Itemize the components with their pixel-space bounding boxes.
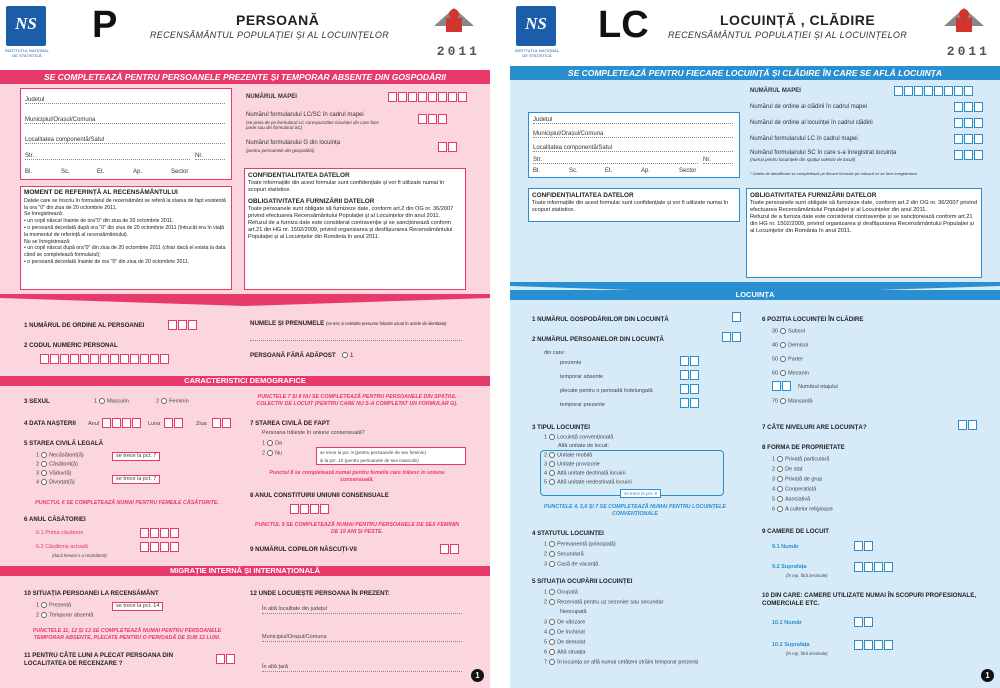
obligation-text: Toate persoanele sunt obligate să furnizeze date, conform art.2 din OG nr. 36/2007 privind efectuarea Recensământului Populației și al Locuințelor din anul 2011.	[248, 206, 454, 219]
penalty-text: Refuzul de a furniza date este considerat contravenție și se sancționează conform art.21 din HG nr. 1502/2009, privind organizarea și desfășurarea Recensământului Populației și al Locuințelor din România în anul 2011.	[248, 220, 453, 240]
q12-label: 12 UNDE LOCUIEȘTE PERSOANA ÎN PREZENT:	[250, 590, 390, 597]
q10-label: 10 SITUAȚIA PERSOANEI LA RECENSĂMÂNT	[24, 590, 159, 597]
obligation-title: OBLIGATIVITATEA FURNIZĂRII DATELOR	[750, 192, 877, 199]
q1-cells[interactable]	[168, 320, 198, 330]
obligation-text: Toate persoanele sunt obligate să furnizeze date, conform art.2 din OG nr. 36/2007 privind efectuarea Recensământului Populației și al Locuințelor din anul 2011.	[750, 200, 978, 213]
q7-label: 7 STAREA CIVILĂ DE FAPT	[250, 420, 330, 427]
q2-label: 2 NUMĂRUL PERSOANELOR DIN LOCUINȚĂ	[532, 336, 664, 343]
form-persoana	[0, 0, 490, 688]
q11-cells[interactable]	[216, 654, 236, 664]
other-unit-label: Altă unitate de locuit:	[558, 443, 610, 449]
other-locality-field[interactable]: În altă localitate din județul	[262, 606, 462, 614]
skip-to-10-text: și la pct. 10 (pentru persoanele de sex masculin)	[320, 458, 419, 463]
month-label: Luna	[148, 421, 161, 427]
reference-text-2: Se înregistrează:	[24, 211, 64, 218]
q7-instruction: PUNCTELE 7 ȘI 8 NU SE COMPLETEAZĂ PENTRU PERSOANELE DIN SPAȚIUL COLECTIV DE LOCUIT (PENTRU CARE NU S-A COMPLETAT UN FORMULAR G).	[256, 394, 458, 407]
civil-widowed-option[interactable]: 3 Văduv(ă)	[36, 470, 72, 477]
current-marriage-note: (dacă femeia s-a recăsătorit)	[52, 553, 107, 558]
homeless-option[interactable]: 1	[340, 352, 353, 360]
temp-absent-cells[interactable]	[680, 370, 700, 380]
secondary-option[interactable]: 2 Secundară	[544, 551, 584, 558]
q5-label: 5 STAREA CIVILĂ LEGALĂ	[24, 440, 104, 447]
reference-text-6: • un copil născut după ora"0" din ziua de 20 octombrie 2011 (chiar dacă el exista la data când se completează formularul);	[24, 245, 226, 259]
page-number: 1	[471, 669, 484, 682]
long-absent-cells[interactable]	[680, 384, 700, 394]
prof-rooms-area-cells[interactable]	[854, 640, 894, 650]
sex-female-option[interactable]: 2 Feminin	[156, 398, 189, 405]
county-field[interactable]: Județul	[25, 97, 225, 104]
confidentiality-text: Toate informațiile din acest formular sunt confidențiale și vor fi utilizate numai în scopuri statistice.	[532, 200, 729, 213]
header-lc	[510, 0, 1000, 62]
q2-cells[interactable]	[722, 332, 742, 342]
census-house-icon	[432, 6, 476, 44]
obligation-box	[746, 188, 982, 278]
address-box	[528, 112, 740, 178]
civil-divorced-option[interactable]: 4 Divorțat(ă)	[36, 479, 75, 486]
current-marriage-cells[interactable]	[140, 542, 180, 552]
rooms-area-label: 9.2 Suprafața	[772, 564, 807, 570]
q7-question: Persoana trăiește în uniune consensuală?	[262, 430, 365, 436]
apartment-field[interactable]: Ap.	[133, 169, 143, 175]
sc-form-note: (numai pentru locuințele din spațiul colectiv de locuit)	[750, 157, 856, 162]
reference-text-3: • un copil născut înainte de ora"0" din ziua de 20 octombrie 2011;	[24, 218, 174, 225]
dwelling-number-label: Numărul de ordine al locuinței în cadrul clădirii	[750, 120, 873, 126]
prof-rooms-area-note: (în mp, fără zecimale)	[786, 651, 828, 656]
religious-option[interactable]: 6 A cultelor religioase	[772, 506, 833, 513]
seasonal-option[interactable]: 2 Rezervată pentru uz sezonier sau secundar	[544, 599, 664, 606]
associative-option[interactable]: 5 Asociativă	[772, 496, 811, 503]
other-dwelling-option[interactable]: 4 Altă unitate destinată locuirii	[544, 470, 626, 477]
cnp-cells[interactable]	[40, 354, 170, 364]
address-box	[20, 88, 232, 180]
q8-instruction: Punctul 8 se completează numai pentru femeile care trăiesc în uniune consensuală.	[269, 470, 445, 483]
skip-to-7-b: se trece la pct. 7	[112, 475, 160, 484]
lc-form-note: (se preia de pe formularul LC corespunzător locuinței din care face parte sau din formularul SC)	[246, 120, 379, 130]
conventional-option[interactable]: 1 Locuință convențională	[544, 434, 614, 441]
name-label: NUMELE ȘI PRENUMELE	[250, 320, 325, 327]
lc-form-cells[interactable]	[954, 134, 984, 144]
year-label: Anul	[88, 421, 100, 427]
number-field[interactable]: Nr.	[703, 157, 733, 164]
reference-text-5: Nu se înregistrează:	[24, 238, 71, 245]
birth-year-cells[interactable]	[102, 418, 142, 428]
attic-option[interactable]: 70 Mansardă	[772, 398, 813, 405]
confidentiality-title: CONFIDENȚIALITATEA DATELOR	[248, 172, 350, 179]
temp-present-label: temporar prezente	[560, 402, 605, 408]
rooms-number-cells[interactable]	[854, 541, 874, 551]
dwelling-band: LOCUINȚA	[510, 290, 1000, 300]
q3-label: 3 TIPUL LOCUINȚEI	[532, 424, 590, 431]
birth-day-cells[interactable]	[212, 418, 232, 428]
ins-logo: NS	[516, 6, 556, 46]
confidentiality-title: CONFIDENȚIALITATEA DATELOR	[532, 192, 634, 199]
q8-label: 8 FORMA DE PROPRIETATE	[762, 444, 845, 451]
demolition-option[interactable]: 5 De demolat	[544, 639, 586, 646]
sc-form-label: Numărul formularului SC în care s-a înregistrat locuința	[750, 150, 897, 156]
ids-area	[238, 88, 470, 166]
floor-field[interactable]: Et.	[605, 168, 613, 174]
floor-field[interactable]: Et.	[97, 169, 105, 175]
chevron-divider-icon	[0, 294, 490, 306]
q1-label: 1 NUMĂRUL DE ORDINE AL PERSOANEI	[24, 322, 145, 329]
prof-rooms-number-cells[interactable]	[854, 617, 874, 627]
sc-form-cells[interactable]	[954, 150, 984, 160]
municipality-field[interactable]: Municipiul/Orașul/Comuna	[533, 131, 733, 138]
scope-band: SE COMPLETEAZĂ PENTRU PERSOANELE PREZENTE ȘI TEMPORAR ABSENTE DIN GOSPODĂRII	[0, 70, 490, 84]
group-option[interactable]: 3 Privată de grup	[772, 476, 823, 483]
confidentiality-box	[244, 168, 466, 290]
g-form-cells[interactable]	[438, 142, 458, 152]
q10-label: 10 DIN CARE: CAMERE UTILIZATE NUMAI ÎN SCOPURI PROFESIONALE, COMERCIALE ETC.	[762, 592, 977, 607]
reference-text-1: Datele care se înscriu în formularul de recensământ se referă la starea de fapt existentă la ora "0" din ziua de 20 octombrie 2011.	[24, 197, 226, 211]
locality-field[interactable]: Localitatea componentă/Satul	[25, 137, 225, 144]
non-dwelling-option[interactable]: 5 Altă unitate nedestinată locuirii	[544, 479, 632, 486]
skip-box-q7	[316, 447, 466, 465]
present-option[interactable]: 1 Prezentă	[36, 602, 72, 609]
form-title: PERSOANĂ	[236, 12, 320, 28]
building-number-cells[interactable]	[954, 102, 984, 112]
penalty-text: Refuzul de a furniza date este considerat contravenție și se sancționează conform art.21 din HG nr. 1502/2009, privind organizarea și desfășurarea Recensământului Populației și al Locuințelor din România în anul 2011.	[750, 214, 974, 234]
q9-label: 9 NUMĂRUL COPIILOR NĂSCUȚI-VII	[250, 546, 357, 553]
ins-logo-caption: INSTITUTUL NAȚIONAL DE STATISTICĂ	[514, 48, 560, 58]
locality-field[interactable]: Localitatea componentă/Satul	[533, 145, 733, 152]
street-field[interactable]: Str.	[25, 153, 190, 160]
q4-instruction: PUNCTELE 4, 5,6 ȘI 7 SE COMPLETEAZĂ NUMAI PENTRU LOCUINȚELE CONVENȚIONALE	[544, 504, 726, 517]
scope-band: SE COMPLETEAZĂ PENTRU FIECARE LOCUINȚĂ ȘI CLĂDIRE ÎN CARE SE AFLĂ LOCUINȚA	[510, 66, 1000, 80]
ids-footnote: * Datele de identificare se completează pe fiecare formular pe măsură ce se face înregistrarea.	[750, 171, 918, 176]
migration-band: MIGRAȚIE INTERNĂ ȘI INTERNAȚIONALĂ	[0, 566, 490, 576]
apartment-field[interactable]: Ap.	[641, 168, 651, 174]
building-number-label: Numărul de ordine al clădirii în cadrul mapei	[750, 104, 868, 110]
state-option[interactable]: 2 De stat	[772, 466, 803, 473]
q7-cells[interactable]	[958, 420, 978, 430]
form-locuinta	[510, 0, 1000, 688]
temporary-unit-option[interactable]: 3 Unitate provizorie	[544, 461, 600, 468]
g-form-note: (pentru persoanele din gospodării)	[246, 148, 315, 153]
q9-instruction: PUNCTUL 9 SE COMPLETEAZĂ NUMAI PENTRU PERSOANELE DE SEX FEMININ DE 15 ANI ȘI PESTE.	[254, 522, 460, 535]
census-year: 2011	[946, 44, 990, 59]
private-option[interactable]: 1 Privată particulară	[772, 456, 830, 463]
q8-cells[interactable]	[290, 504, 330, 514]
foreigners-option[interactable]: 7 În locuința se află numai cetățeni străini temporar prezenți	[544, 659, 698, 666]
map-number-label: NUMĂRUL MAPEI	[246, 94, 297, 100]
rooms-area-cells[interactable]	[854, 562, 894, 572]
q3-label: 3 SEXUL	[24, 398, 50, 405]
q6-instruction: PUNCTUL 6 SE COMPLETEAZĂ NUMAI PENTRU FEMEILE CĂSĂTORITE.	[35, 500, 219, 506]
day-label: Ziua	[196, 421, 207, 427]
sector-field[interactable]: Sector	[171, 169, 189, 175]
form-subtitle: RECENSĂMÂNTUL POPULAȚIEI ȘI AL LOCUINȚELOR	[668, 30, 907, 40]
reference-moment-box	[20, 186, 232, 290]
street-field[interactable]: Str.	[533, 157, 698, 164]
consensual-yes-option[interactable]: 1 Da	[262, 440, 283, 447]
demographics-band: CARACTERISTICI DEMOGRAFICE	[0, 376, 490, 386]
homeless-label: PERSOANĂ FĂRĂ ADĂPOST	[250, 352, 336, 359]
consensual-no-option[interactable]: 2 Nu	[262, 450, 283, 457]
first-marriage-label: 6.1 Prima căsătorie	[36, 530, 84, 536]
county-field[interactable]: Județul	[533, 117, 733, 124]
q9-cells[interactable]	[440, 544, 460, 554]
sex-male-option[interactable]: 1 Masculin	[94, 398, 129, 405]
floor-number-cells[interactable]	[772, 381, 792, 391]
page-number: 1	[981, 669, 994, 682]
header-p	[0, 0, 490, 62]
census-house-icon	[942, 6, 986, 44]
present-label: prezente	[560, 360, 582, 366]
occupied-option[interactable]: 1 Ocupată	[544, 589, 578, 596]
of-which-label: din care:	[544, 350, 566, 356]
skip-to-14: se trece la pct. 14	[112, 602, 163, 611]
ins-logo: NS	[6, 6, 46, 46]
current-marriage-label: 6.2 Căsătoria actuală	[36, 544, 88, 550]
stair-field[interactable]: Sc.	[61, 169, 70, 175]
map-number-cells[interactable]	[894, 86, 974, 96]
temp-present-cells[interactable]	[680, 398, 700, 408]
prof-rooms-number-label: 10.1 Număr	[772, 620, 802, 626]
map-number-cells[interactable]	[388, 92, 468, 102]
reference-text-4: • o persoană decedată după ora "0" din ziua de 20 octombrie 2011 (întrucât era în viață la momentul de referință al recensământului).	[24, 224, 225, 238]
form-title: LOCUINȚĂ , CLĂDIRE	[720, 12, 876, 28]
q6-label: 6 POZIȚIA LOCUINȚEI ÎN CLĂDIRE	[762, 316, 864, 323]
temp-absent-label: temporar absente	[560, 374, 604, 380]
unoccupied-label: Neocupată	[560, 609, 587, 615]
other-country-field[interactable]: În altă țară	[262, 664, 462, 672]
other-municipality-field[interactable]: Municipiul/Orașul/Comuna	[262, 634, 462, 642]
civil-married-option[interactable]: 2 Căsătorit(ă)	[36, 461, 78, 468]
form-subtitle: RECENSĂMÂNTUL POPULAȚIEI ȘI AL LOCUINȚELOR	[150, 30, 389, 40]
present-cells[interactable]	[680, 356, 700, 366]
mobile-unit-option[interactable]: 2 Unitate mobilă	[544, 452, 593, 459]
q7-label: 7 CÂTE NIVELURI ARE LOCUINȚA?	[762, 424, 867, 431]
obligation-title: OBLIGATIVITATEA FURNIZĂRII DATELOR	[248, 198, 375, 205]
g-form-label: Numărul formularului G din locuința	[246, 140, 341, 146]
map-number-label: NUMĂRUL MAPEI	[750, 88, 801, 94]
block-field[interactable]: Bl.	[25, 169, 33, 175]
form-code: LC	[598, 4, 649, 46]
sector-field[interactable]: Sector	[679, 168, 697, 174]
q5-label: 5 SITUAȚIA OCUPĂRII LOCUINȚEI	[532, 578, 633, 585]
q1-cells[interactable]	[732, 312, 742, 322]
number-field[interactable]: Nr.	[195, 153, 225, 160]
rooms-number-label: 9.1 Număr	[772, 544, 799, 550]
reference-moment-title: MOMENT DE REFERINȚĂ AL RECENSĂMÂNTULUI	[24, 189, 178, 196]
q9-label: 9 CAMERE DE LOCUIT	[762, 528, 830, 535]
reference-text-7: • o persoană decedată înainte de ora "0" din ziua de 20 octombrie 2011.	[24, 258, 190, 265]
skip-to-7-a: se trece la pct. 7	[112, 452, 160, 461]
q6-label: 6 ANUL CĂSĂTORIEI	[24, 516, 86, 523]
ins-logo-caption: INSTITUTUL NAȚIONAL DE STATISTICĂ	[4, 48, 50, 58]
q4-label: 4 STATUTUL LOCUINȚEI	[532, 530, 604, 537]
floor-number-label: Numărul etajului	[798, 384, 838, 390]
confidentiality-text: Toate informațiile din acest formular sunt confidențiale și vor fi utilizate numai în scopuri statistice.	[248, 180, 445, 193]
other-situation-option[interactable]: 6 Altă situația	[544, 649, 586, 656]
cooperative-option[interactable]: 4 Cooperatistă	[772, 486, 817, 493]
mezzanine-option[interactable]: 60 Mezanin	[772, 370, 809, 377]
q2-label: 2 CODUL NUMERIC PERSONAL	[24, 342, 118, 349]
holiday-option[interactable]: 3 Casă de vacanță	[544, 561, 599, 568]
skip-to-9-text: se trece la pct. 9 (pentru persoanele de sex feminin)	[320, 450, 426, 455]
prof-rooms-area-label: 10.2 Suprafața	[772, 642, 810, 648]
form-code: P	[92, 4, 118, 46]
q1-label: 1 NUMĂRUL GOSPODĂRIILOR DIN LOCUINȚĂ	[532, 316, 669, 323]
ids-area	[746, 84, 990, 180]
stair-field[interactable]: Sc.	[569, 168, 578, 174]
semi-basement-option[interactable]: 40 Demisol	[772, 342, 808, 349]
civil-single-option[interactable]: 1 Necăsătorit(ă)	[36, 452, 84, 459]
municipality-field[interactable]: Municipiul/Orașul/Comuna	[25, 117, 225, 124]
skip-to-8: se trece la pct. 8	[620, 489, 661, 498]
census-year: 2011	[436, 44, 480, 59]
name-note: (se trec și celelalte prenume folosite uzual în actele de identitate)	[326, 321, 447, 326]
basement-option[interactable]: 30 Subsol	[772, 328, 805, 335]
temp-absent-option[interactable]: 2 Temporar absentă	[36, 612, 94, 619]
q11-instruction: PUNCTELE 11, 12 ȘI 13 SE COMPLETEAZĂ NUMAI PENTRU PERSOANELE TEMPORAR ABSENTE, PLECATE PENTRU O PERIOADĂ DE SUB 12 LUNI.	[32, 628, 222, 641]
ground-floor-option[interactable]: 50 Parter	[772, 356, 804, 363]
long-absent-label: plecate pentru o perioadă îndelungată	[560, 388, 653, 394]
permanent-option[interactable]: 1 Permanentă (principală)	[544, 541, 616, 548]
lc-form-label: Numărul formularului LC în cadrul mapei	[750, 136, 858, 142]
dwelling-number-cells[interactable]	[954, 118, 984, 128]
first-marriage-cells[interactable]	[140, 528, 180, 538]
q11-label: 11 PENTRU CÂTE LUNI A PLECAT PERSOANA DIN LOCALITATEA DE RECENZARE ?	[24, 652, 174, 667]
rooms-area-note: (în mp, fără zecimale)	[786, 573, 828, 578]
for-rent-option[interactable]: 4 De închiriat	[544, 629, 585, 636]
for-sale-option[interactable]: 3 De vânzare	[544, 619, 586, 626]
birth-month-cells[interactable]	[164, 418, 184, 428]
confidentiality-box	[528, 188, 740, 222]
lc-form-label: Numărul formularului LC/SC în cadrul mapei	[246, 112, 364, 118]
q4-label: 4 DATA NAȘTERII	[24, 420, 76, 427]
q8-label: 8 ANUL CONSTITUIRII UNIUNII CONSENSUALE	[250, 492, 389, 499]
lc-form-cells[interactable]	[418, 114, 448, 124]
name-line[interactable]	[250, 340, 462, 341]
block-field[interactable]: Bl.	[533, 168, 541, 174]
